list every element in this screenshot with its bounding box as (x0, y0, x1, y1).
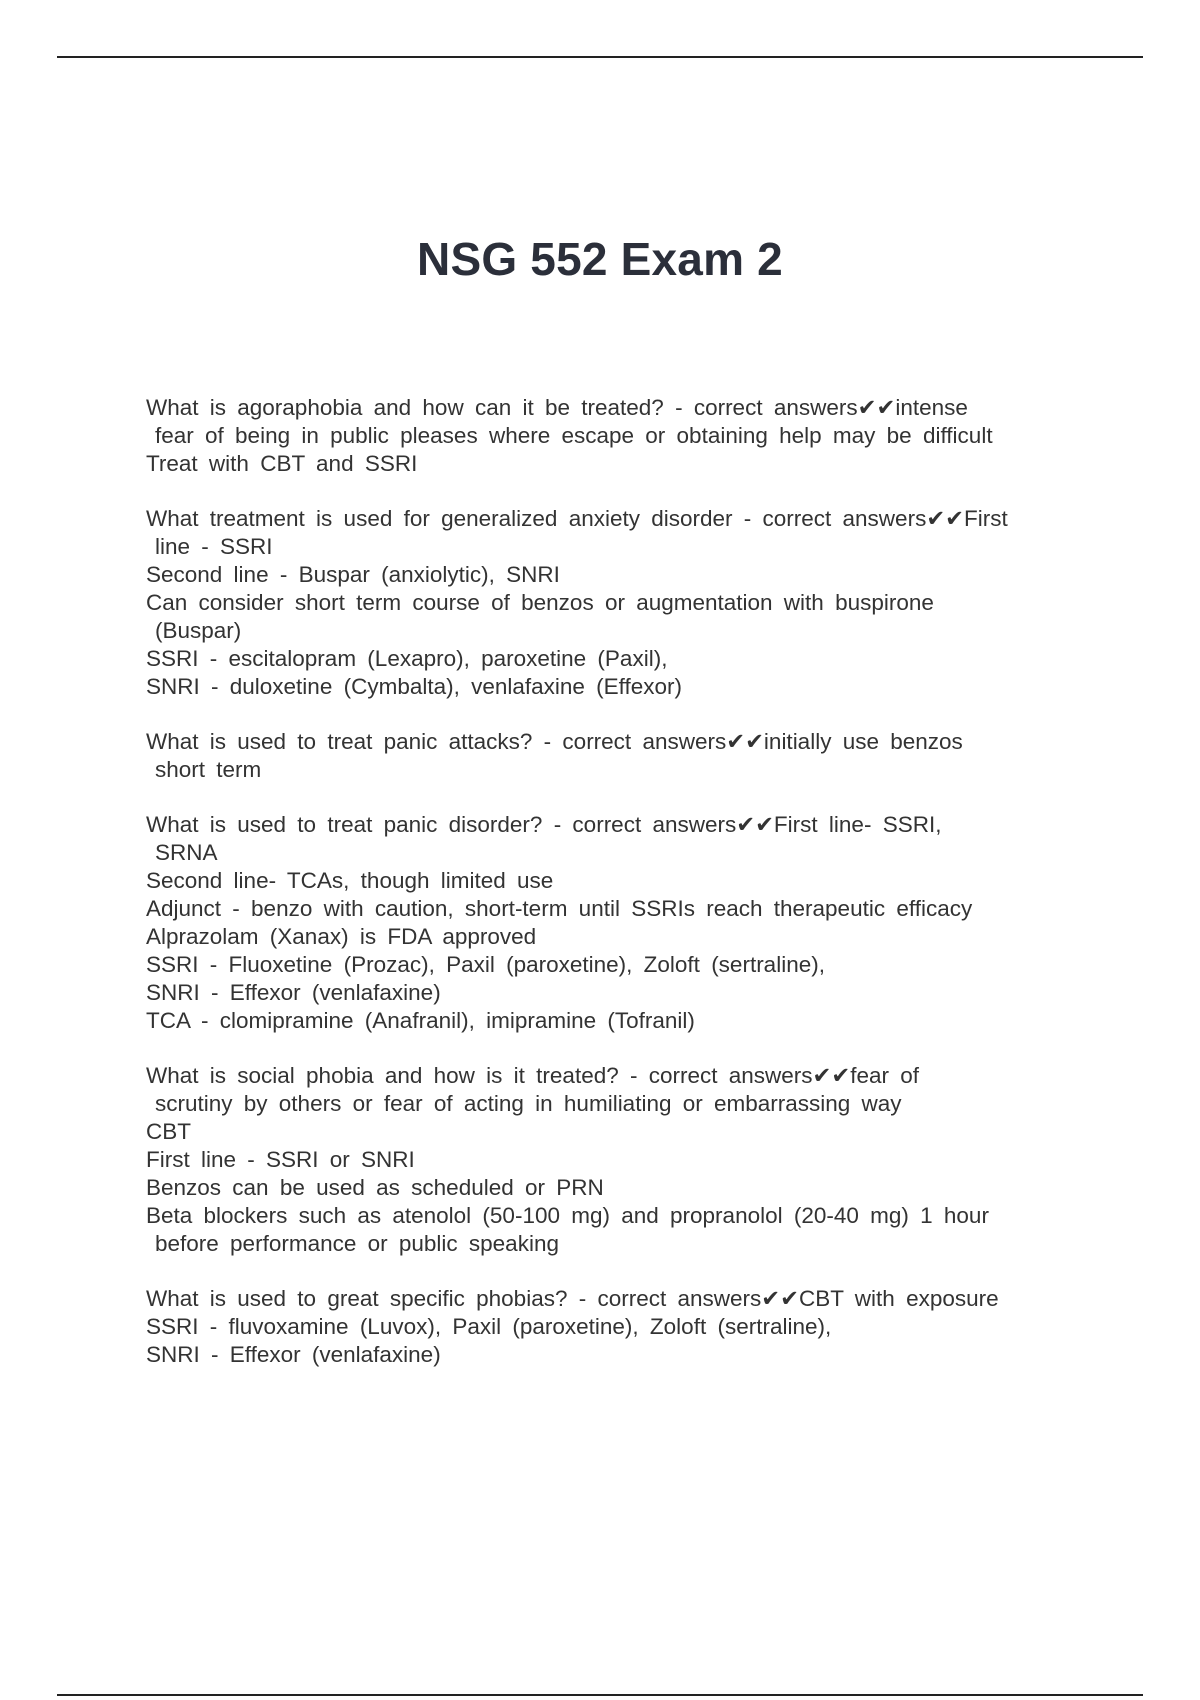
question-line: What is used to treat panic attacks? - correct answers✔✔initially use benzos (146, 729, 963, 754)
answer-line: SSRI - fluvoxamine (Luvox), Paxil (paroxetine), Zoloft (sertraline), (146, 1314, 832, 1339)
answer-line: First line - SSRI or SNRI (146, 1147, 415, 1172)
answer-line: fear of being in public pleases where escape or obtaining help may be difficult (155, 423, 993, 448)
qa-section (146, 728, 1086, 784)
top-rule (57, 56, 1143, 58)
answer-line: TCA - clomipramine (Anafranil), imipramine (Tofranil) (146, 1008, 695, 1033)
answer-line: Can consider short term course of benzos or augmentation with buspirone (146, 590, 934, 615)
answer-line: short term (155, 757, 262, 782)
qa-section (146, 505, 1086, 701)
question-line: What treatment is used for generalized anxiety disorder - correct answers✔✔First (146, 506, 1008, 531)
bottom-rule (57, 1694, 1143, 1696)
question-line: What is used to great specific phobias? - correct answers✔✔CBT with exposure (146, 1286, 999, 1311)
answer-line: SSRI - Fluoxetine (Prozac), Paxil (paroxetine), Zoloft (sertraline), (146, 952, 825, 977)
answer-line: SNRI - Effexor (venlafaxine) (146, 980, 441, 1005)
answer-line: Adjunct - benzo with caution, short-term until SSRIs reach therapeutic efficacy (146, 896, 973, 921)
qa-section (146, 1062, 1086, 1258)
answer-line: line - SSRI (155, 534, 273, 559)
question-line: What is used to treat panic disorder? - correct answers✔✔First line- SSRI, (146, 812, 942, 837)
answer-line: CBT (146, 1119, 191, 1144)
answer-line: SSRI - escitalopram (Lexapro), paroxetine (Paxil), (146, 646, 668, 671)
answer-line: Beta blockers such as atenolol (50-100 mg) and propranolol (20-40 mg) 1 hour (146, 1203, 989, 1228)
answer-line: SNRI - Effexor (venlafaxine) (146, 1342, 441, 1367)
answer-line: Second line - Buspar (anxiolytic), SNRI (146, 562, 560, 587)
answer-line: Alprazolam (Xanax) is FDA approved (146, 924, 537, 949)
question-line: What is agoraphobia and how can it be treated? - correct answers✔✔intense (146, 395, 968, 420)
document-title: NSG 552 Exam 2 (417, 233, 783, 285)
answer-line: Benzos can be used as scheduled or PRN (146, 1175, 604, 1200)
answer-line: Treat with CBT and SSRI (146, 451, 418, 476)
document-body (146, 394, 1086, 1396)
question-line: What is social phobia and how is it treated? - correct answers✔✔fear of (146, 1063, 920, 1088)
answer-line: scrutiny by others or fear of acting in humiliating or embarrassing way (155, 1091, 902, 1116)
answer-line: SNRI - duloxetine (Cymbalta), venlafaxine (Effexor) (146, 674, 683, 699)
answer-line: Second line- TCAs, though limited use (146, 868, 554, 893)
qa-section (146, 811, 1086, 1035)
answer-line: (Buspar) (155, 618, 242, 643)
qa-section (146, 394, 1086, 478)
answer-line: before performance or public speaking (155, 1231, 559, 1256)
qa-section (146, 1285, 1086, 1369)
answer-line: SRNA (155, 840, 218, 865)
